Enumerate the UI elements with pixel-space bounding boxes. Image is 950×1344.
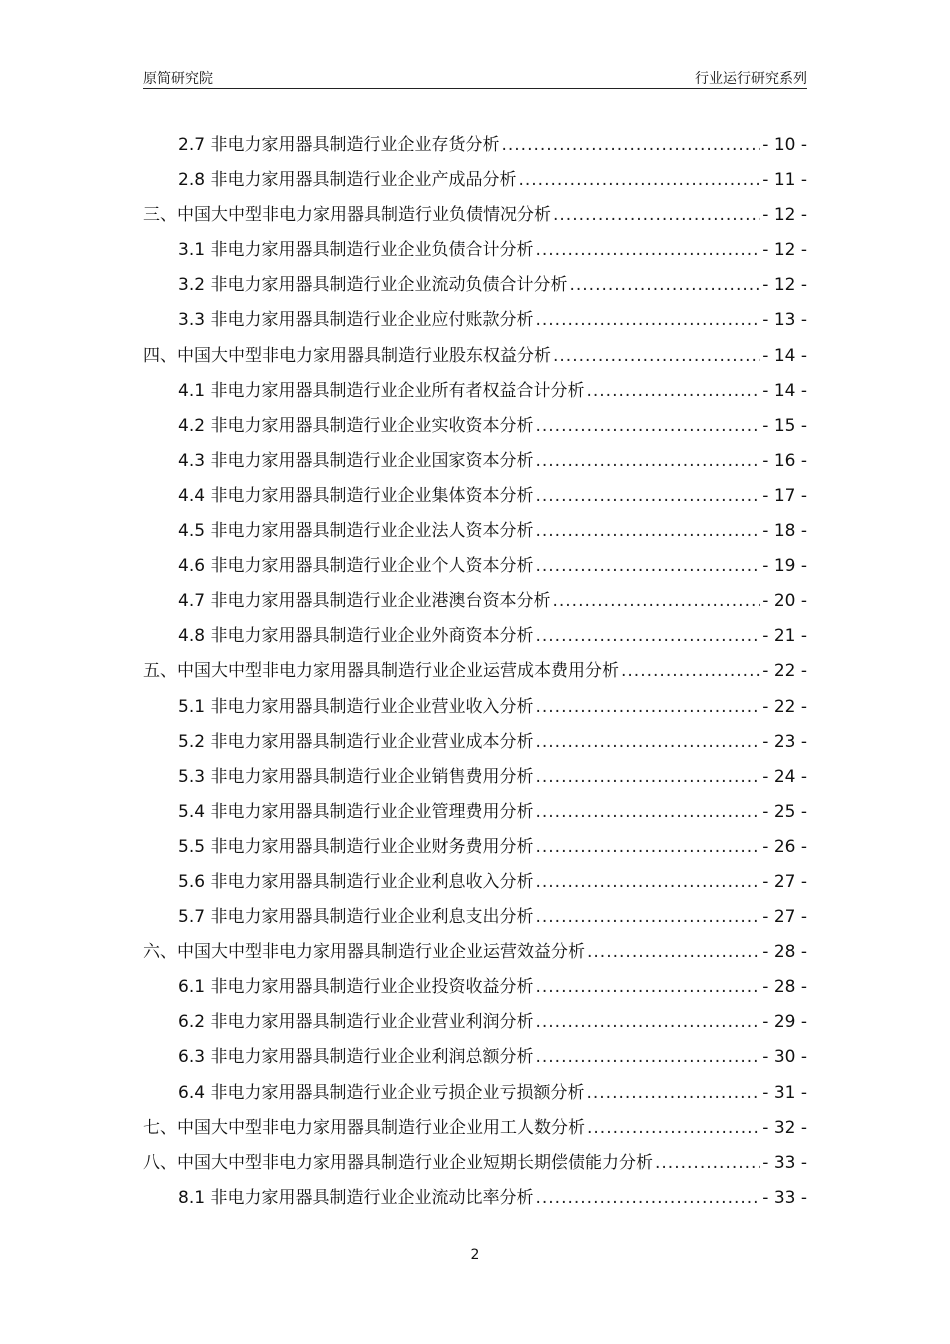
toc-section-entry[interactable] [143, 1076, 807, 1111]
toc-section-entry[interactable] [143, 233, 807, 268]
toc-dot-leader [587, 935, 760, 970]
toc-entry-title: 五、中国大中型非电力家用器具制造行业企业运营成本费用分析 [143, 661, 619, 682]
toc-entry-title: 七、中国大中型非电力家用器具制造行业企业用工人数分析 [143, 1117, 585, 1138]
table-of-contents [143, 128, 807, 1216]
toc-entry-title: 6.2 非电力家用器具制造行业企业营业利润分析 [178, 1012, 534, 1033]
toc-entry-page: - 12 - [762, 275, 807, 296]
toc-section-entry[interactable] [143, 619, 807, 654]
toc-entry-page: - 12 - [762, 240, 807, 261]
toc-entry-page: - 20 - [762, 591, 807, 612]
toc-entry-page: - 19 - [762, 556, 807, 577]
toc-entry-title: 4.1 非电力家用器具制造行业企业所有者权益合计分析 [178, 380, 585, 401]
toc-dot-leader [552, 584, 760, 619]
toc-entry-title: 八、中国大中型非电力家用器具制造行业企业短期长期偿债能力分析 [143, 1152, 653, 1173]
toc-dot-leader [535, 760, 760, 795]
toc-section-entry[interactable] [143, 1181, 807, 1216]
toc-entry-title: 2.8 非电力家用器具制造行业企业产成品分析 [178, 170, 517, 191]
toc-dot-leader [535, 1005, 760, 1040]
toc-entry-page: - 12 - [762, 205, 807, 226]
toc-dot-leader [569, 268, 760, 303]
toc-dot-leader [587, 1111, 760, 1146]
header-series-title: 行业运行研究系列 [695, 71, 807, 87]
toc-section-entry[interactable] [143, 970, 807, 1005]
toc-entry-page: - 18 - [762, 521, 807, 542]
toc-chapter-entry[interactable] [143, 1146, 807, 1181]
toc-entry-title: 5.5 非电力家用器具制造行业企业财务费用分析 [178, 836, 534, 857]
toc-dot-leader [535, 303, 760, 338]
toc-section-entry[interactable] [143, 1005, 807, 1040]
page-header [143, 66, 807, 89]
toc-section-entry[interactable] [143, 409, 807, 444]
toc-entry-page: - 10 - [762, 135, 807, 155]
toc-dot-leader [535, 900, 760, 935]
toc-entry-title: 5.7 非电力家用器具制造行业企业利息支出分析 [178, 907, 534, 928]
toc-entry-page: - 30 - [762, 1047, 807, 1068]
toc-dot-leader [621, 654, 760, 689]
toc-dot-leader [535, 619, 760, 654]
toc-chapter-entry[interactable] [143, 198, 807, 233]
toc-entry-title: 5.3 非电力家用器具制造行业企业销售费用分析 [178, 766, 534, 787]
toc-entry-title: 6.4 非电力家用器具制造行业企业亏损企业亏损额分析 [178, 1082, 585, 1103]
toc-dot-leader [535, 725, 760, 760]
toc-section-entry[interactable] [143, 549, 807, 584]
toc-dot-leader [535, 444, 760, 479]
toc-entry-title: 4.2 非电力家用器具制造行业企业实收资本分析 [178, 415, 534, 436]
toc-chapter-entry[interactable] [143, 1111, 807, 1146]
toc-section-entry[interactable] [143, 795, 807, 830]
toc-entry-page: - 25 - [762, 801, 807, 822]
toc-section-entry[interactable] [143, 1040, 807, 1075]
toc-dot-leader [518, 163, 760, 198]
toc-dot-leader [553, 198, 760, 233]
toc-entry-page: - 17 - [762, 485, 807, 506]
toc-entry-title: 5.6 非电力家用器具制造行业企业利息收入分析 [178, 871, 534, 892]
toc-section-entry[interactable] [143, 760, 807, 795]
toc-section-entry[interactable] [143, 865, 807, 900]
toc-dot-leader [535, 795, 760, 830]
toc-dot-leader [655, 1146, 760, 1181]
toc-section-entry[interactable] [143, 303, 807, 338]
toc-entry-title: 三、中国大中型非电力家用器具制造行业负债情况分析 [143, 205, 551, 226]
toc-dot-leader [501, 128, 760, 163]
toc-entry-page: - 27 - [762, 907, 807, 928]
toc-dot-leader [535, 865, 760, 900]
toc-entry-title: 4.6 非电力家用器具制造行业企业个人资本分析 [178, 556, 534, 577]
toc-entry-title: 6.3 非电力家用器具制造行业企业利润总额分析 [178, 1047, 534, 1068]
toc-entry-title: 8.1 非电力家用器具制造行业企业流动比率分析 [178, 1187, 534, 1208]
toc-dot-leader [553, 339, 760, 374]
toc-entry-page: - 11 - [762, 170, 807, 191]
toc-entry-title: 4.4 非电力家用器具制造行业企业集体资本分析 [178, 485, 534, 506]
toc-entry-page: - 16 - [762, 450, 807, 471]
toc-dot-leader [535, 549, 760, 584]
toc-section-entry[interactable] [143, 830, 807, 865]
toc-entry-title: 3.2 非电力家用器具制造行业企业流动负债合计分析 [178, 275, 568, 296]
toc-section-entry[interactable] [143, 163, 807, 198]
toc-entry-page: - 32 - [762, 1117, 807, 1138]
toc-dot-leader [586, 374, 760, 409]
toc-dot-leader [535, 1181, 760, 1216]
toc-section-entry[interactable] [143, 584, 807, 619]
toc-entry-page: - 14 - [762, 345, 807, 366]
toc-section-entry[interactable] [143, 128, 807, 163]
toc-dot-leader [535, 690, 760, 725]
toc-section-entry[interactable] [143, 690, 807, 725]
toc-entry-page: - 29 - [762, 1012, 807, 1033]
toc-chapter-entry[interactable] [143, 935, 807, 970]
toc-entry-title: 4.3 非电力家用器具制造行业企业国家资本分析 [178, 450, 534, 471]
toc-section-entry[interactable] [143, 725, 807, 760]
toc-entry-title: 5.1 非电力家用器具制造行业企业营业收入分析 [178, 696, 534, 717]
toc-entry-page: - 33 - [762, 1187, 807, 1208]
toc-entry-page: - 33 - [762, 1152, 807, 1173]
toc-entry-title: 4.8 非电力家用器具制造行业企业外商资本分析 [178, 626, 534, 647]
toc-dot-leader [586, 1076, 760, 1111]
toc-entry-page: - 22 - [762, 661, 807, 682]
toc-entry-title: 5.2 非电力家用器具制造行业企业营业成本分析 [178, 731, 534, 752]
toc-section-entry[interactable] [143, 514, 807, 549]
toc-dot-leader [535, 830, 760, 865]
toc-entry-page: - 28 - [762, 942, 807, 963]
toc-entry-page: - 27 - [762, 871, 807, 892]
toc-dot-leader [535, 233, 760, 268]
toc-dot-leader [535, 1040, 760, 1075]
toc-section-entry[interactable] [143, 479, 807, 514]
toc-entry-page: - 13 - [762, 310, 807, 331]
toc-dot-leader [535, 479, 760, 514]
toc-dot-leader [535, 409, 760, 444]
toc-dot-leader [535, 514, 760, 549]
toc-section-entry[interactable] [143, 268, 807, 303]
toc-entry-title: 四、中国大中型非电力家用器具制造行业股东权益分析 [143, 345, 551, 366]
toc-entry-page: - 21 - [762, 626, 807, 647]
toc-entry-title: 4.5 非电力家用器具制造行业企业法人资本分析 [178, 521, 534, 542]
toc-chapter-entry[interactable] [143, 654, 807, 689]
toc-entry-title: 5.4 非电力家用器具制造行业企业管理费用分析 [178, 801, 534, 822]
toc-entry-page: - 26 - [762, 836, 807, 857]
page-number: 2 [470, 1247, 480, 1263]
toc-entry-page: - 24 - [762, 766, 807, 787]
toc-entry-page: - 15 - [762, 415, 807, 436]
toc-entry-page: - 22 - [762, 696, 807, 717]
toc-entry-title: 6.1 非电力家用器具制造行业企业投资收益分析 [178, 977, 534, 998]
toc-section-entry[interactable] [143, 444, 807, 479]
toc-entry-title: 4.7 非电力家用器具制造行业企业港澳台资本分析 [178, 591, 551, 612]
toc-entry-page: - 28 - [762, 977, 807, 998]
toc-entry-page: - 23 - [762, 731, 807, 752]
toc-section-entry[interactable] [143, 900, 807, 935]
toc-chapter-entry[interactable] [143, 339, 807, 374]
toc-entry-page: - 31 - [762, 1082, 807, 1103]
toc-entry-title: 2.7 非电力家用器具制造行业企业存货分析 [178, 135, 500, 155]
toc-entry-title: 3.1 非电力家用器具制造行业企业负债合计分析 [178, 240, 534, 261]
toc-entry-title: 六、中国大中型非电力家用器具制造行业企业运营效益分析 [143, 942, 585, 963]
toc-entry-page: - 14 - [762, 380, 807, 401]
toc-section-entry[interactable] [143, 374, 807, 409]
toc-entry-title: 3.3 非电力家用器具制造行业企业应付账款分析 [178, 310, 534, 331]
toc-dot-leader [535, 970, 760, 1005]
header-org-name: 原简研究院 [143, 71, 213, 87]
